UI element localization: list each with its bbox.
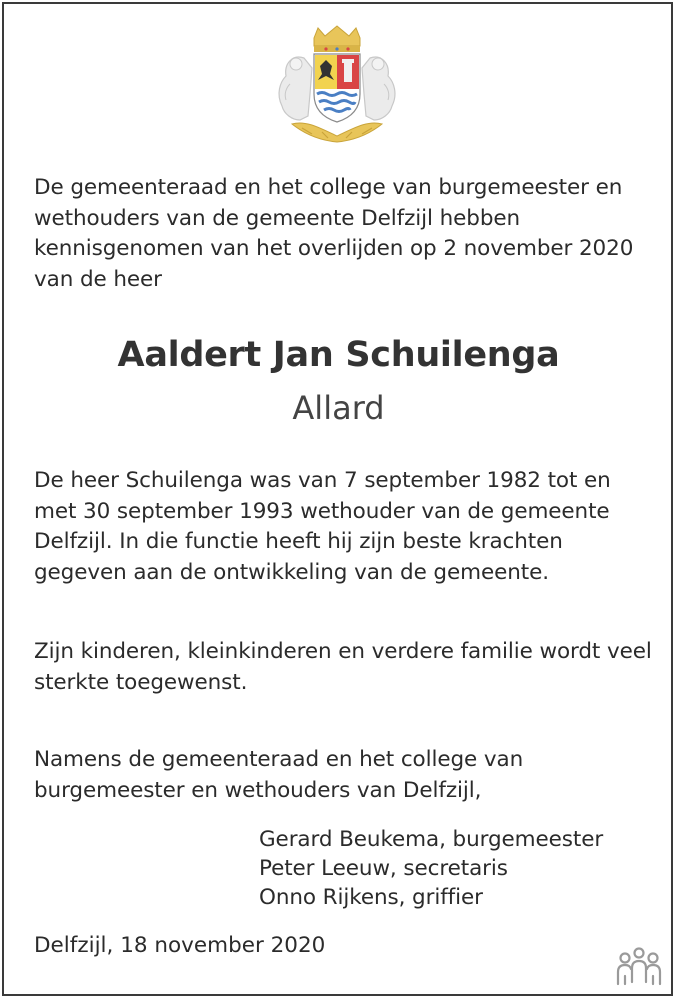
signer-clerk: Onno Rijkens, griffier <box>259 885 483 910</box>
shield-icon <box>314 54 360 122</box>
condolence-paragraph: Zijn kinderen, kleinkinderen en verdere familie wordt veel sterkte toegewenst. <box>34 639 652 695</box>
crown-icon <box>314 26 360 52</box>
place-date: Delfzijl, 18 november 2020 <box>34 933 326 958</box>
intro-paragraph: De gemeenteraad en het college van burgemeester en wethouders van de gemeente Delfzijl hebben kennisgenomen van het overlijden op 2 november 2020 van de heer <box>34 175 634 292</box>
lion-left-icon <box>279 57 312 120</box>
deceased-nickname: Allard <box>292 389 385 427</box>
deceased-name: Aaldert Jan Schuilenga <box>117 335 560 375</box>
career-paragraph: De heer Schuilenga was van 7 september 1982 tot en met 30 september 1993 wethouder van de gemeente Delfzijl. In die functie heeft hij zijn beste krachten gegeven aan de ontwikkeling van de gemeente. <box>34 468 611 585</box>
signers-list <box>259 825 603 912</box>
signer-secretary: Peter Leeuw, secretaris <box>259 856 508 881</box>
people-group-icon <box>614 946 664 986</box>
signer-mayor: Gerard Beukema, burgemeester <box>259 827 604 852</box>
on-behalf-paragraph: Namens de gemeenteraad en het college van burgemeester en wethouders van Delfzijl, <box>34 747 524 803</box>
lion-right-icon <box>362 57 395 120</box>
foliage-icon <box>292 123 382 142</box>
coat-of-arms-icon <box>262 24 412 146</box>
